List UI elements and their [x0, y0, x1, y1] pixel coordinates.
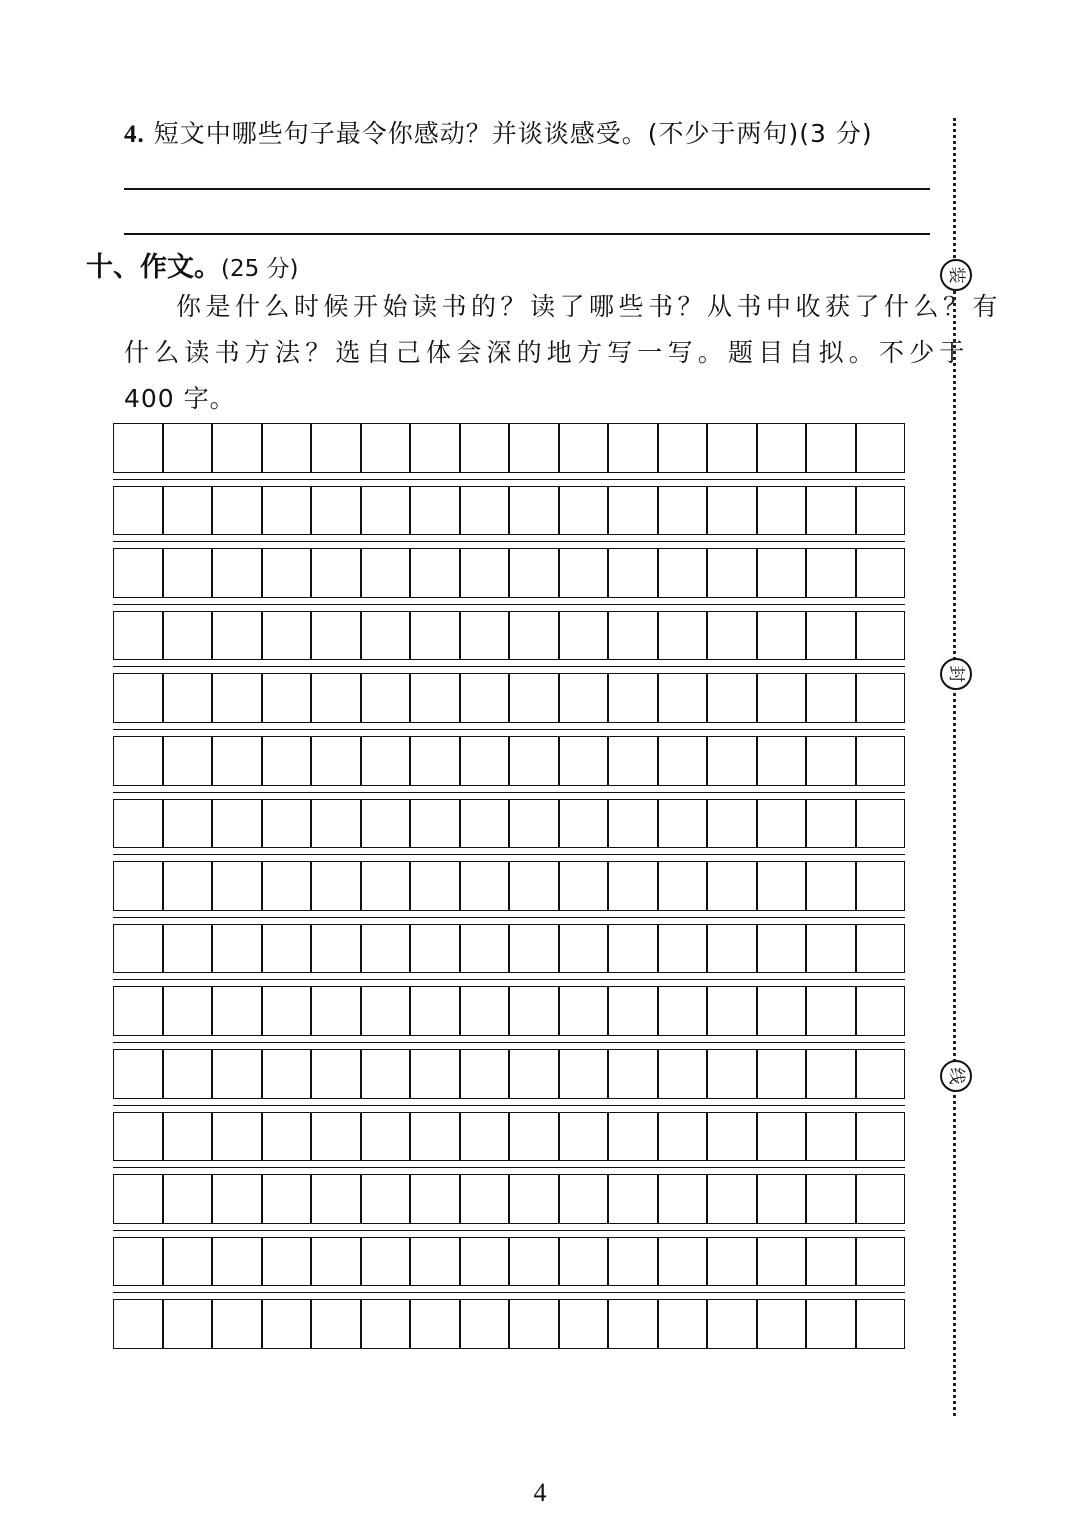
grid-cell[interactable] [311, 799, 361, 849]
grid-cell[interactable] [460, 986, 510, 1036]
grid-cell[interactable] [658, 1049, 708, 1099]
row-spacer-line [113, 604, 905, 605]
grid-row [113, 611, 905, 661]
grid-cell[interactable] [509, 1049, 559, 1099]
grid-cell[interactable] [262, 1049, 312, 1099]
grid-cell[interactable] [212, 673, 262, 723]
grid-cell[interactable] [262, 611, 312, 661]
grid-cell[interactable] [806, 924, 856, 974]
grid-cell[interactable] [212, 423, 262, 473]
grid-cell[interactable] [806, 1174, 856, 1224]
grid-cell[interactable] [856, 611, 906, 661]
grid-cell[interactable] [707, 924, 757, 974]
seal-xian: 线 [940, 1060, 972, 1092]
grid-cell[interactable] [608, 486, 658, 536]
grid-cell[interactable] [757, 924, 807, 974]
grid-cell[interactable] [658, 548, 708, 598]
prompt-line-1: 你是什么时候开始读书的？读了哪些书？从书中收获了什么？有 [176, 292, 1003, 321]
grid-cell[interactable] [757, 861, 807, 911]
grid-cell[interactable] [757, 1049, 807, 1099]
grid-cell[interactable] [311, 423, 361, 473]
grid-cell[interactable] [163, 1299, 213, 1349]
grid-cell[interactable] [806, 486, 856, 536]
grid-cell[interactable] [113, 611, 163, 661]
grid-cell[interactable] [658, 1112, 708, 1162]
grid-cell[interactable] [559, 548, 609, 598]
grid-cell[interactable] [113, 799, 163, 849]
grid-cell[interactable] [460, 423, 510, 473]
grid-cell[interactable] [113, 861, 163, 911]
binding-margin-dotted-line [953, 118, 956, 1416]
grid-row [113, 1174, 905, 1224]
grid-cell[interactable] [212, 1237, 262, 1287]
grid-cell[interactable] [262, 673, 312, 723]
grid-row [113, 1049, 905, 1099]
grid-cell[interactable] [311, 673, 361, 723]
grid-cell[interactable] [707, 486, 757, 536]
row-spacer-line [113, 729, 905, 730]
grid-cell[interactable] [806, 1299, 856, 1349]
grid-cell[interactable] [559, 1237, 609, 1287]
grid-cell[interactable] [856, 1237, 906, 1287]
grid-cell[interactable] [361, 423, 411, 473]
grid-cell[interactable] [856, 548, 906, 598]
grid-cell[interactable] [856, 1049, 906, 1099]
grid-row [113, 1112, 905, 1162]
grid-cell[interactable] [856, 1174, 906, 1224]
grid-row [113, 861, 905, 911]
question-4-text: 短文中哪些句子最令你感动？并谈谈感受。(不少于两句)(3 分) [153, 119, 873, 148]
grid-cell[interactable] [707, 799, 757, 849]
grid-cell[interactable] [757, 1237, 807, 1287]
grid-cell[interactable] [212, 861, 262, 911]
grid-cell[interactable] [707, 736, 757, 786]
row-spacer-line [113, 1230, 905, 1231]
grid-cell[interactable] [559, 799, 609, 849]
grid-cell[interactable] [856, 736, 906, 786]
grid-cell[interactable] [460, 861, 510, 911]
grid-cell[interactable] [311, 611, 361, 661]
grid-cell[interactable] [608, 548, 658, 598]
grid-cell[interactable] [262, 1237, 312, 1287]
grid-cell[interactable] [658, 1299, 708, 1349]
grid-cell[interactable] [262, 423, 312, 473]
row-spacer-line [113, 541, 905, 542]
grid-cell[interactable] [311, 486, 361, 536]
grid-cell[interactable] [559, 611, 609, 661]
grid-cell[interactable] [460, 1174, 510, 1224]
grid-cell[interactable] [856, 1299, 906, 1349]
grid-cell[interactable] [559, 924, 609, 974]
grid-cell[interactable] [212, 1299, 262, 1349]
grid-cell[interactable] [311, 986, 361, 1036]
row-spacer-line [113, 1292, 905, 1293]
prompt-line-2: 什么读书方法？选自己体会深的地方写一写。题目自拟。不少于 [124, 338, 970, 367]
grid-cell[interactable] [212, 548, 262, 598]
grid-cell[interactable] [658, 861, 708, 911]
grid-cell[interactable] [559, 1299, 609, 1349]
grid-cell[interactable] [163, 799, 213, 849]
grid-cell[interactable] [361, 611, 411, 661]
grid-cell[interactable] [163, 1049, 213, 1099]
grid-cell[interactable] [509, 1299, 559, 1349]
grid-cell[interactable] [559, 423, 609, 473]
grid-cell[interactable] [361, 924, 411, 974]
grid-cell[interactable] [757, 736, 807, 786]
composition-prompt [124, 284, 1003, 422]
grid-cell[interactable] [757, 986, 807, 1036]
grid-cell[interactable] [113, 1299, 163, 1349]
grid-cell[interactable] [113, 1049, 163, 1099]
grid-cell[interactable] [559, 1049, 609, 1099]
grid-cell[interactable] [658, 673, 708, 723]
grid-cell[interactable] [559, 673, 609, 723]
grid-cell[interactable] [460, 1049, 510, 1099]
grid-cell[interactable] [113, 548, 163, 598]
grid-cell[interactable] [509, 486, 559, 536]
grid-cell[interactable] [113, 1174, 163, 1224]
grid-cell[interactable] [361, 986, 411, 1036]
grid-cell[interactable] [311, 1299, 361, 1349]
grid-cell[interactable] [757, 1299, 807, 1349]
grid-cell[interactable] [262, 1174, 312, 1224]
grid-cell[interactable] [509, 986, 559, 1036]
grid-cell[interactable] [311, 1112, 361, 1162]
grid-cell[interactable] [608, 1174, 658, 1224]
row-spacer-line [113, 979, 905, 980]
grid-cell[interactable] [460, 1237, 510, 1287]
grid-row [113, 486, 905, 536]
seal-zhuang: 装 [940, 259, 972, 291]
grid-row [113, 1237, 905, 1287]
row-spacer-line [113, 1167, 905, 1168]
grid-cell[interactable] [608, 423, 658, 473]
grid-cell[interactable] [608, 861, 658, 911]
section-10-title: 十、作文。 [86, 252, 221, 283]
grid-cell[interactable] [212, 1174, 262, 1224]
grid-cell[interactable] [806, 611, 856, 661]
grid-cell[interactable] [460, 673, 510, 723]
grid-cell[interactable] [460, 736, 510, 786]
grid-cell[interactable] [311, 1237, 361, 1287]
grid-cell[interactable] [361, 548, 411, 598]
grid-cell[interactable] [410, 486, 460, 536]
grid-row [113, 423, 905, 473]
grid-cell[interactable] [806, 1112, 856, 1162]
grid-cell[interactable] [361, 673, 411, 723]
grid-cell[interactable] [658, 924, 708, 974]
grid-cell[interactable] [856, 924, 906, 974]
grid-cell[interactable] [163, 736, 213, 786]
grid-cell[interactable] [410, 1237, 460, 1287]
grid-cell[interactable] [410, 423, 460, 473]
grid-cell[interactable] [311, 548, 361, 598]
grid-cell[interactable] [509, 861, 559, 911]
question-4-number: 4. [124, 121, 145, 148]
grid-cell[interactable] [361, 1299, 411, 1349]
grid-cell[interactable] [361, 861, 411, 911]
grid-cell[interactable] [856, 673, 906, 723]
grid-cell[interactable] [262, 736, 312, 786]
grid-cell[interactable] [212, 1049, 262, 1099]
grid-cell[interactable] [163, 1112, 213, 1162]
row-spacer-line [113, 1105, 905, 1106]
grid-cell[interactable] [410, 611, 460, 661]
grid-cell[interactable] [658, 486, 708, 536]
grid-cell[interactable] [163, 486, 213, 536]
grid-cell[interactable] [707, 548, 757, 598]
grid-cell[interactable] [757, 1174, 807, 1224]
grid-cell[interactable] [460, 799, 510, 849]
grid-cell[interactable] [509, 1237, 559, 1287]
grid-cell[interactable] [856, 861, 906, 911]
grid-cell[interactable] [509, 673, 559, 723]
grid-cell[interactable] [262, 861, 312, 911]
grid-cell[interactable] [707, 1049, 757, 1099]
grid-cell[interactable] [509, 548, 559, 598]
grid-cell[interactable] [806, 673, 856, 723]
grid-cell[interactable] [856, 986, 906, 1036]
grid-cell[interactable] [311, 1174, 361, 1224]
grid-cell[interactable] [361, 1049, 411, 1099]
grid-cell[interactable] [262, 1299, 312, 1349]
grid-cell[interactable] [559, 1112, 609, 1162]
grid-cell[interactable] [361, 1112, 411, 1162]
grid-cell[interactable] [608, 673, 658, 723]
grid-cell[interactable] [707, 1174, 757, 1224]
grid-cell[interactable] [509, 1112, 559, 1162]
grid-cell[interactable] [410, 1049, 460, 1099]
grid-cell[interactable] [163, 861, 213, 911]
seal-feng: 封 [940, 658, 972, 690]
grid-cell[interactable] [658, 423, 708, 473]
grid-cell[interactable] [757, 673, 807, 723]
grid-cell[interactable] [608, 1299, 658, 1349]
grid-cell[interactable] [113, 736, 163, 786]
grid-cell[interactable] [410, 1174, 460, 1224]
grid-cell[interactable] [608, 924, 658, 974]
grid-cell[interactable] [509, 924, 559, 974]
grid-cell[interactable] [311, 924, 361, 974]
grid-cell[interactable] [212, 486, 262, 536]
grid-cell[interactable] [460, 924, 510, 974]
grid-cell[interactable] [262, 1112, 312, 1162]
grid-cell[interactable] [163, 548, 213, 598]
grid-cell[interactable] [757, 1112, 807, 1162]
grid-cell[interactable] [806, 1237, 856, 1287]
grid-cell[interactable] [410, 861, 460, 911]
grid-cell[interactable] [410, 986, 460, 1036]
grid-cell[interactable] [608, 986, 658, 1036]
grid-cell[interactable] [757, 611, 807, 661]
grid-cell[interactable] [410, 736, 460, 786]
grid-row [113, 548, 905, 598]
grid-cell[interactable] [707, 1299, 757, 1349]
row-spacer-line [113, 479, 905, 480]
grid-cell[interactable] [757, 486, 807, 536]
page-number: 4 [533, 1478, 547, 1507]
grid-cell[interactable] [212, 924, 262, 974]
grid-cell[interactable] [410, 799, 460, 849]
grid-cell[interactable] [262, 986, 312, 1036]
grid-cell[interactable] [658, 986, 708, 1036]
grid-cell[interactable] [806, 1049, 856, 1099]
grid-row [113, 799, 905, 849]
grid-row [113, 986, 905, 1036]
grid-cell[interactable] [163, 924, 213, 974]
grid-cell[interactable] [460, 1112, 510, 1162]
grid-cell[interactable] [212, 799, 262, 849]
section-10-heading [86, 245, 299, 284]
grid-cell[interactable] [856, 799, 906, 849]
grid-cell[interactable] [806, 986, 856, 1036]
grid-cell[interactable] [608, 736, 658, 786]
row-spacer-line [113, 1042, 905, 1043]
grid-cell[interactable] [509, 1174, 559, 1224]
grid-cell[interactable] [559, 861, 609, 911]
grid-row [113, 1299, 905, 1349]
grid-cell[interactable] [559, 986, 609, 1036]
grid-cell[interactable] [707, 1237, 757, 1287]
grid-cell[interactable] [608, 611, 658, 661]
grid-cell[interactable] [410, 924, 460, 974]
grid-cell[interactable] [212, 986, 262, 1036]
grid-cell[interactable] [113, 486, 163, 536]
grid-cell[interactable] [361, 1237, 411, 1287]
grid-cell[interactable] [460, 548, 510, 598]
grid-cell[interactable] [410, 673, 460, 723]
grid-cell[interactable] [806, 799, 856, 849]
grid-cell[interactable] [113, 924, 163, 974]
grid-cell[interactable] [806, 423, 856, 473]
grid-cell[interactable] [806, 861, 856, 911]
grid-cell[interactable] [658, 1237, 708, 1287]
grid-cell[interactable] [262, 924, 312, 974]
grid-cell[interactable] [707, 986, 757, 1036]
grid-cell[interactable] [509, 799, 559, 849]
grid-cell[interactable] [262, 486, 312, 536]
grid-cell[interactable] [757, 423, 807, 473]
grid-cell[interactable] [113, 1237, 163, 1287]
grid-cell[interactable] [559, 736, 609, 786]
grid-cell[interactable] [806, 736, 856, 786]
grid-cell[interactable] [113, 986, 163, 1036]
grid-cell[interactable] [163, 673, 213, 723]
answer-line-1[interactable] [124, 188, 930, 190]
grid-cell[interactable] [460, 486, 510, 536]
grid-cell[interactable] [460, 1299, 510, 1349]
grid-cell[interactable] [311, 1049, 361, 1099]
grid-cell[interactable] [806, 548, 856, 598]
grid-cell[interactable] [559, 1174, 609, 1224]
grid-cell[interactable] [212, 611, 262, 661]
grid-cell[interactable] [608, 1049, 658, 1099]
grid-cell[interactable] [460, 611, 510, 661]
grid-cell[interactable] [163, 986, 213, 1036]
row-spacer-line [113, 917, 905, 918]
grid-cell[interactable] [658, 799, 708, 849]
row-spacer-line [113, 792, 905, 793]
grid-cell[interactable] [163, 1174, 213, 1224]
grid-cell[interactable] [757, 548, 807, 598]
grid-row [113, 736, 905, 786]
grid-cell[interactable] [410, 1112, 460, 1162]
grid-row [113, 924, 905, 974]
grid-cell[interactable] [163, 1237, 213, 1287]
grid-cell[interactable] [658, 1174, 708, 1224]
grid-cell[interactable] [658, 611, 708, 661]
grid-cell[interactable] [559, 486, 609, 536]
grid-cell[interactable] [361, 799, 411, 849]
grid-cell[interactable] [658, 736, 708, 786]
row-spacer-line [113, 854, 905, 855]
grid-cell[interactable] [361, 1174, 411, 1224]
grid-cell[interactable] [113, 423, 163, 473]
grid-cell[interactable] [608, 799, 658, 849]
grid-row [113, 673, 905, 723]
grid-cell[interactable] [608, 1112, 658, 1162]
grid-cell[interactable] [410, 548, 460, 598]
grid-cell[interactable] [212, 736, 262, 786]
grid-cell[interactable] [361, 736, 411, 786]
grid-cell[interactable] [361, 486, 411, 536]
grid-cell[interactable] [113, 1112, 163, 1162]
grid-cell[interactable] [707, 1112, 757, 1162]
grid-cell[interactable] [509, 423, 559, 473]
grid-cell[interactable] [262, 799, 312, 849]
grid-cell[interactable] [707, 423, 757, 473]
grid-cell[interactable] [856, 1112, 906, 1162]
grid-cell[interactable] [163, 423, 213, 473]
grid-cell[interactable] [856, 486, 906, 536]
grid-cell[interactable] [757, 799, 807, 849]
prompt-line-3: 400 字。 [124, 384, 236, 413]
grid-cell[interactable] [163, 611, 213, 661]
grid-cell[interactable] [856, 423, 906, 473]
grid-cell[interactable] [707, 861, 757, 911]
grid-cell[interactable] [311, 736, 361, 786]
grid-cell[interactable] [113, 673, 163, 723]
section-10-points: (25 分) [221, 256, 299, 282]
answer-line-2[interactable] [124, 233, 930, 235]
grid-cell[interactable] [707, 611, 757, 661]
grid-cell[interactable] [608, 1237, 658, 1287]
grid-cell[interactable] [509, 611, 559, 661]
grid-cell[interactable] [262, 548, 312, 598]
grid-cell[interactable] [212, 1112, 262, 1162]
grid-cell[interactable] [707, 673, 757, 723]
grid-cell[interactable] [311, 861, 361, 911]
grid-cell[interactable] [509, 736, 559, 786]
row-spacer-line [113, 666, 905, 667]
grid-cell[interactable] [410, 1299, 460, 1349]
question-4 [124, 114, 873, 150]
